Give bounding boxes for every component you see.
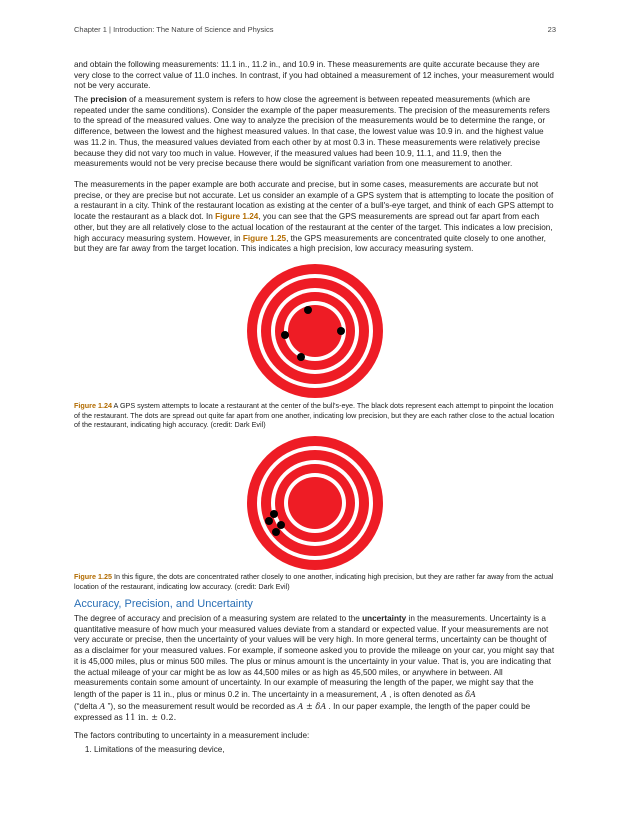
p4-mid2: (“delta <box>74 701 100 711</box>
p3-part3: , the GPS measurements are concentrated quite closely to one another, but they are far away from the target location. This indicates a high precision, low accuracy measuring system. <box>74 233 546 254</box>
p3-part1: The measurements in the paper example are both accurate and precise, but in some cases, measurements are accurate but not precise, or they are precise but not accurate. Let us consider an example of a GPS system that is attempting to locate the position of a restaurant in a city. Think of the restaurant location as existing at the center of a bull's-eye target, and think of each GPS attempt to locate the restaurant as a black dot. In <box>74 180 554 222</box>
term-uncertainty: uncertainty <box>362 614 407 623</box>
gps-dot <box>272 528 280 536</box>
factors-list <box>74 745 556 756</box>
gps-dot <box>297 353 305 361</box>
gps-dot <box>265 517 273 525</box>
gps-dot <box>304 306 312 314</box>
gps-dot <box>337 327 345 335</box>
figure-1-24-target <box>247 264 383 398</box>
figure-1-25-text: In this figure, the dots are concentrated rather closely to one another, indicating high precision, but they are rather far away from the actual location of the restaurant, indicating low accuracy. (credit: Dark Evil) <box>74 572 554 591</box>
math-expr: A ± δA <box>297 700 327 711</box>
figure-1-24-label: Figure 1.24 <box>74 401 112 410</box>
chapter-label: Chapter 1 <box>74 25 107 34</box>
math-A-2: A <box>99 700 106 711</box>
p4-mid3: ”), so the measurement result would be recorded as <box>105 701 298 711</box>
math-delta-A: δA <box>465 688 476 699</box>
p4-pre: The degree of accuracy and precision of a measuring system are related to the <box>74 614 363 623</box>
p4-post: in the measurements. Uncertainty is a quantitative measure of how much your measured values deviate from a standard or expected value. If your measurements are not very accurate or precise, then the uncertainty of your values will be very high. In more general terms, uncertainty can be thought of as a disclaimer for your measured values. For example, if someone asked you to provide the mileage on your car, you might say that it is 45,000 miles, plus or minus 500 miles. The plus or minus amount is the uncertainty in your value. That is, you are indicating that the actual mileage of your car might be as low as 44,500 miles or as high as 45,500 miles, or anywhere in between. All measurements contain some amount of uncertainty. In our example of measuring the length of the paper, we might say that the length of the paper is 11 in., plus or minus 0.2 in. The uncertainty in a measurement, <box>74 614 555 699</box>
p2-pre: The <box>74 95 91 104</box>
paragraph-factors: The factors contributing to uncertainty in a measurement include: <box>74 731 310 740</box>
section-heading: Accuracy, Precision, and Uncertainty <box>74 598 253 610</box>
figure-1-24-caption <box>74 401 556 430</box>
bullseye-rings <box>247 264 383 398</box>
figure-1-25-target <box>247 436 383 570</box>
p2-post: of a measurement system is refers to how close the agreement is between repeated measurements (which are repeated under the same conditions). Consider the example of the paper measurements. The precision of the measurements refers to the spread of the measured values. One way to analyze the precision of the measurements would be to determine the range, or difference, between the lowest and the highest measured values. In that case, the lowest value was 10.9 in. and the highest value was 11.2 in. Thus, the measured values deviated from each other by at most 0.3 in. These measurements were relatively precise because they did not vary too much in value. However, if the measured values had been 10.9, 11.1, and 11.9, then the measurements would not be very precise because there would be significant variation from one measurement to another. <box>74 95 550 169</box>
paragraph-uncertainty <box>74 614 556 724</box>
bullseye-rings <box>247 436 383 570</box>
p3-part2: , you can see that the GPS measurements are spread out far apart from each other, but they are all relatively close to the actual location of the restaurant at the center of the target. This indicates a low precision, high accuracy measuring system. However, in <box>74 212 553 243</box>
figure-1-25-caption <box>74 572 556 591</box>
gps-dot <box>270 510 278 518</box>
chapter-title: Introduction: The Nature of Science and Physics <box>113 25 274 34</box>
math-A: A <box>380 688 387 699</box>
p4-mid4: . In our paper example, the length of the paper could be expressed as <box>74 701 531 723</box>
gps-dot <box>281 331 289 339</box>
gps-dot <box>277 521 285 529</box>
paragraph-gps <box>74 180 556 255</box>
p4-mid1: , is often denoted as <box>386 689 466 699</box>
figure-1-25-label: Figure 1.25 <box>74 572 112 581</box>
math-expr-2: 11 in. ± 0.2. <box>124 712 177 723</box>
header-separator: | <box>109 25 114 34</box>
list-item: 1. Limitations of the measuring device, <box>94 745 556 756</box>
paragraph-1: and obtain the following measurements: 11.1 in., 11.2 in., and 10.9 in. These measurements are quite accurate because they are very close to the correct value of 11.0 inches. In contrast, if you had obtained a measurement of 12 inches, your measurement would not be very accurate. <box>74 60 554 91</box>
term-precision: precision <box>90 95 127 104</box>
page-number: 23 <box>547 25 556 34</box>
paragraph-precision <box>74 95 556 170</box>
link-figure-1-24[interactable]: Figure 1.24 <box>215 212 259 222</box>
figure-1-24-text: A GPS system attempts to locate a restaurant at the center of the bull's-eye. The black dots represent each attempt to pinpoint the location of the restaurant. The dots are spread out quite far apart from one another, indicating low precision, but they are each rather close to the actual location of the restaurant, indicating high accuracy. (credit: Dark Evil) <box>74 401 555 430</box>
link-figure-1-25[interactable]: Figure 1.25 <box>242 233 287 243</box>
running-header <box>74 25 556 34</box>
